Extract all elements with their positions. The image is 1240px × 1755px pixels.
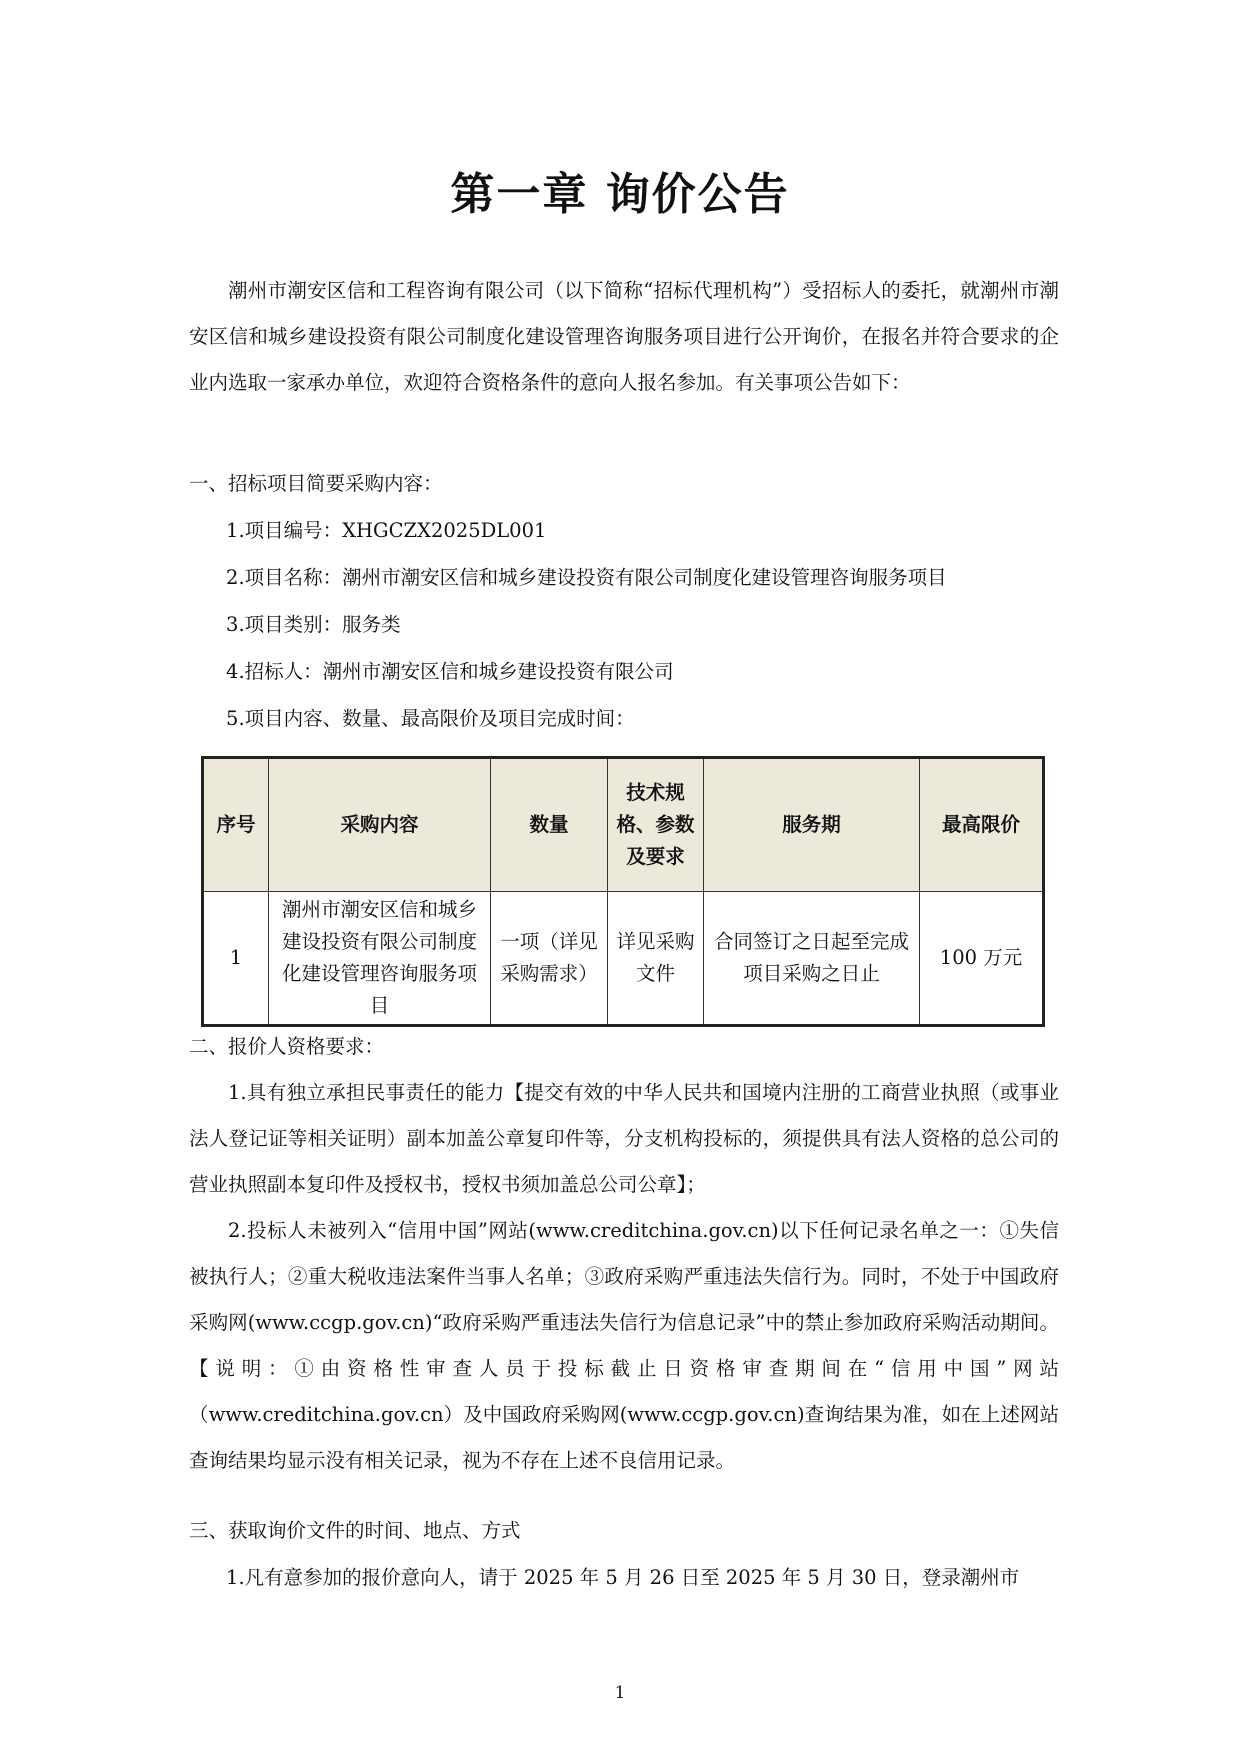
header-content: 采购内容: [269, 758, 491, 892]
qualification-2: 2.投标人未被列入“信用中国”网站(www.creditchina.gov.cn)以下任何记录名单之一：①失信被执行人；②重大税收违法案件当事人名单；③政府采购严重违法失信行为。同时，不处于中国政府采购网(www.ccgp.gov.cn)“政府采购严重违法失信行为信息记录”中的禁止参加政府采购活动期间。【说明：①由资格性审查人员于投标截止日资格审查期间在“信用中国”网站（www.creditchina.gov.cn）及中国政府采购网(www.ccgp.gov.cn)查询结果为准，如在上述网站查询结果均显示没有相关记录，视为不存在上述不良信用记录。: [189, 1219, 1059, 1472]
section-3-heading: 三、获取询价文件的时间、地点、方式: [189, 1519, 521, 1542]
page-number: 1: [614, 1683, 626, 1703]
section-1-heading: 一、招标项目简要采购内容：: [189, 472, 443, 495]
intro-block: [189, 268, 1059, 406]
cell-spec: 详见采购文件: [608, 892, 704, 1026]
section-3: [189, 1507, 1059, 1601]
header-index: 序号: [203, 758, 269, 892]
qualification-1: 1.具有独立承担民事责任的能力【提交有效的中华人民共和国境内注册的工商营业执照（或事业法人登记证等相关证明）副本加盖公章复印件等，分支机构投标的，须提供具有法人资格的总公司的营业执照副本复印件及授权书，授权书须加盖总公司公章】；: [189, 1081, 1059, 1196]
project-content-label: 5.项目内容、数量、最高限价及项目完成时间：: [226, 707, 635, 730]
header-max-price: 最高限价: [920, 758, 1044, 892]
acquisition-item-1: 1.凡有意参加的报价意向人，请于 2025 年 5 月 26 日至 2025 年 5 月 30 日，登录潮州市: [226, 1566, 1020, 1589]
project-name: 2.项目名称：潮州市潮安区信和城乡建设投资有限公司制度化建设管理咨询服务项目: [226, 566, 947, 589]
cell-service-period: 合同签订之日起至完成项目采购之日止: [704, 892, 920, 1026]
cell-index: 1: [203, 892, 269, 1026]
cell-quantity: 一项（详见采购需求）: [491, 892, 608, 1026]
header-quantity: 数量: [491, 758, 608, 892]
cell-max-price: 100 万元: [920, 892, 1044, 1026]
procurement-table-wrap: [201, 756, 1042, 1027]
tenderer: 4.招标人：潮州市潮安区信和城乡建设投资有限公司: [226, 660, 674, 683]
page-title: 第一章 询价公告: [450, 169, 790, 220]
section-1: [189, 460, 1059, 742]
cell-content: 潮州市潮安区信和城乡建设投资有限公司制度化建设管理咨询服务项目: [269, 892, 491, 1026]
procurement-table: [201, 756, 1045, 1027]
project-category: 3.项目类别：服务类: [226, 613, 401, 636]
header-spec: 技术规格、参数及要求: [608, 758, 704, 892]
project-number: 1.项目编号：XHGCZX2025DL001: [226, 519, 547, 542]
header-service-period: 服务期: [704, 758, 920, 892]
intro-paragraph: 潮州市潮安区信和工程咨询有限公司（以下简称“招标代理机构”）受招标人的委托，就潮州市潮安区信和城乡建设投资有限公司制度化建设管理咨询服务项目进行公开询价，在报名并符合要求的企业内选取一家承办单位，欢迎符合资格条件的意向人报名参加。有关事项公告如下：: [189, 279, 1059, 394]
section-2: [189, 1023, 1059, 1484]
table-header-row: [203, 758, 1044, 892]
section-2-heading: 二、报价人资格要求：: [189, 1035, 385, 1058]
table-row: [203, 892, 1044, 1026]
